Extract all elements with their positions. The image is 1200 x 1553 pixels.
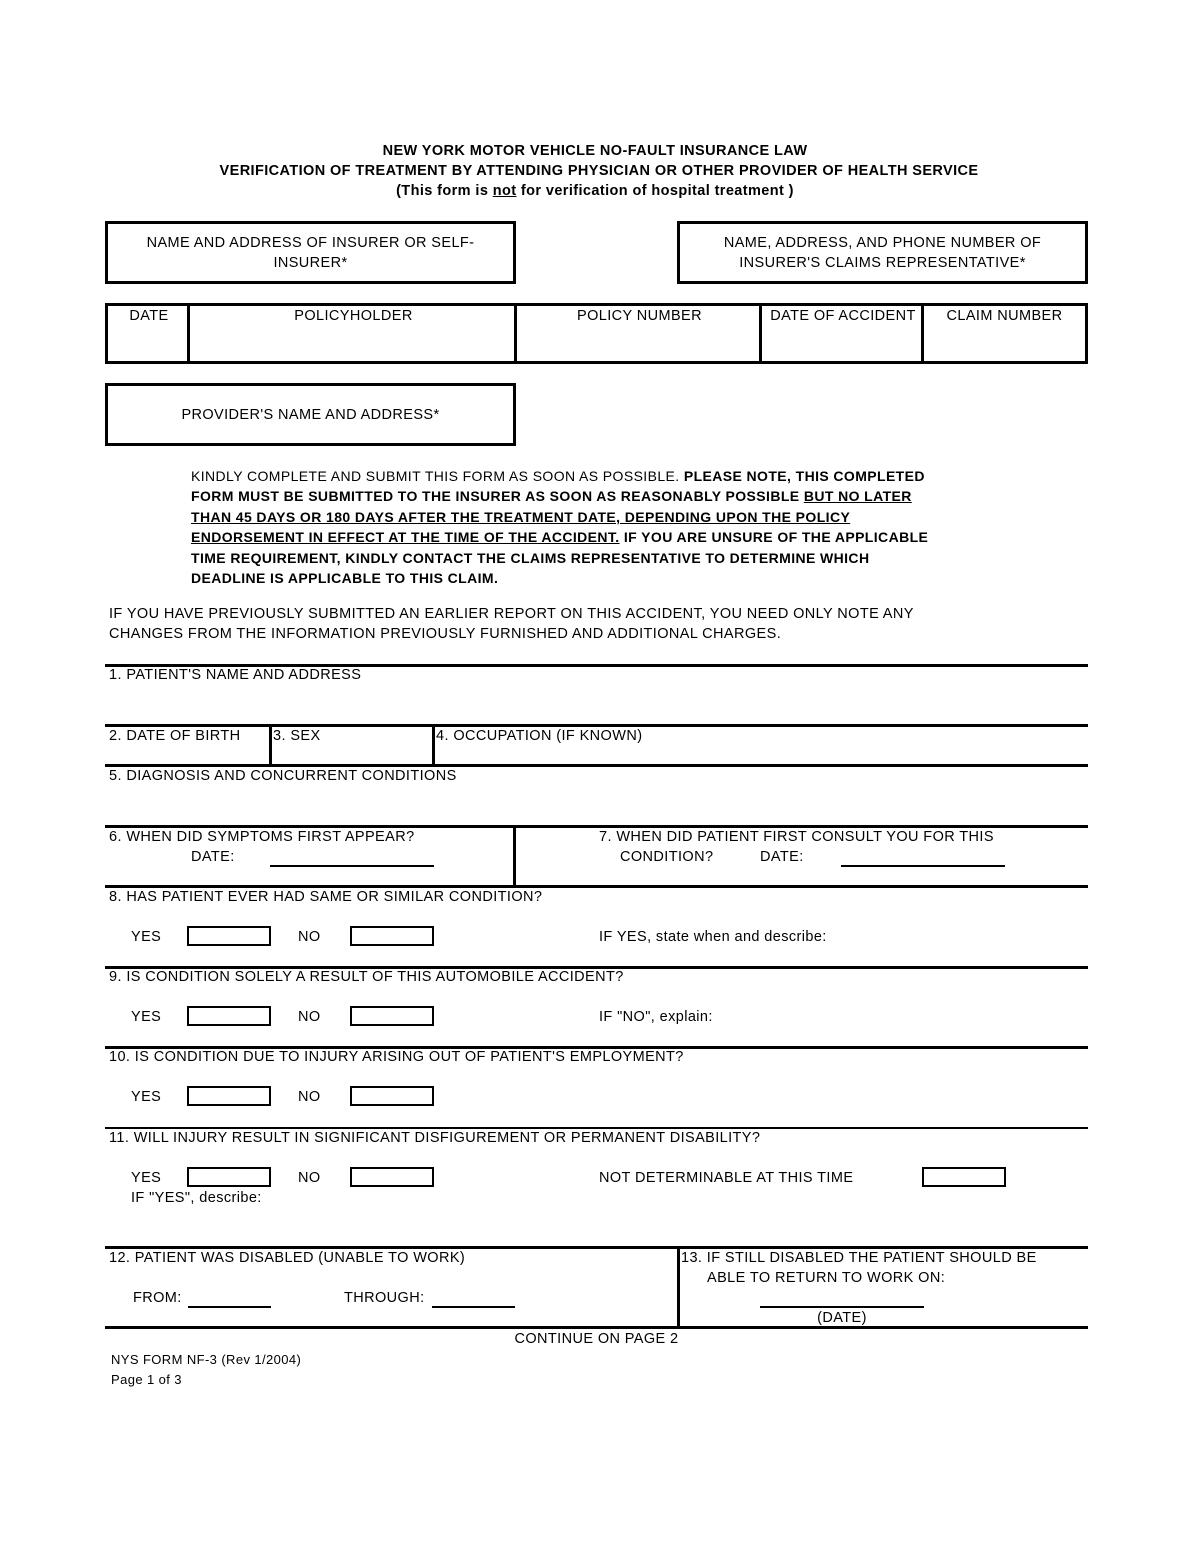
- q3-label: 3. SEX: [273, 728, 321, 744]
- q6-date-field[interactable]: [270, 865, 434, 867]
- q2-label: 2. DATE OF BIRTH: [109, 728, 241, 744]
- policyholder-cell[interactable]: [187, 303, 517, 364]
- q11-yes-label: YES: [131, 1170, 162, 1186]
- notice-line-1a: KINDLY COMPLETE AND SUBMIT THIS FORM AS SOON AS POSSIBLE.: [191, 468, 684, 484]
- date-of-accident-label: DATE OF ACCIDENT: [770, 308, 916, 324]
- notice-line-6: DEADLINE IS APPLICABLE TO THIS CLAIM.: [191, 570, 499, 586]
- q7-label-cont: CONDITION?: [620, 849, 714, 865]
- form-note-post: for verification of hospital treatment ): [516, 183, 794, 199]
- previous-report-line-2: CHANGES FROM THE INFORMATION PREVIOUSLY FURNISHED AND ADDITIONAL CHARGES.: [109, 626, 782, 642]
- notice-line-1: [191, 466, 925, 486]
- notice-line-4b: IF YOU ARE UNSURE OF THE APPLICABLE: [619, 529, 929, 545]
- divider: [677, 1246, 680, 1328]
- q6-label: 6. WHEN DID SYMPTOMS FIRST APPEAR?: [109, 829, 415, 845]
- q8-label: 8. HAS PATIENT EVER HAD SAME OR SIMILAR CONDITION?: [109, 889, 543, 905]
- policy-number-cell[interactable]: [514, 303, 762, 364]
- q10-yes-label: YES: [131, 1089, 162, 1105]
- q4-label: 4. OCCUPATION (IF KNOWN): [436, 728, 643, 744]
- divider: [432, 724, 435, 765]
- provider-box-label: PROVIDER'S NAME AND ADDRESS*: [181, 407, 440, 423]
- q11-not-determinable-label: NOT DETERMINABLE AT THIS TIME: [599, 1170, 854, 1186]
- insurer-name-address-box[interactable]: [105, 221, 516, 284]
- q12-from-label: FROM:: [133, 1290, 182, 1306]
- q10-yes-checkbox[interactable]: [187, 1086, 271, 1106]
- q7-date-label: DATE:: [760, 849, 804, 865]
- q11-not-determinable-checkbox[interactable]: [922, 1167, 1006, 1187]
- q10-label: 10. IS CONDITION DUE TO INJURY ARISING OUT OF PATIENT'S EMPLOYMENT?: [109, 1049, 684, 1065]
- notice-line-4a: ENDORSEMENT IN EFFECT AT THE TIME OF THE ACCIDENT.: [191, 529, 620, 545]
- continue-note: CONTINUE ON PAGE 2: [514, 1331, 679, 1347]
- form-number: NYS FORM NF-3 (Rev 1/2004): [111, 1352, 302, 1367]
- q12-through-label: THROUGH:: [344, 1290, 425, 1306]
- q11-yes-checkbox[interactable]: [187, 1167, 271, 1187]
- q11-if-yes-label: IF "YES", describe:: [131, 1190, 262, 1206]
- date-label: DATE: [129, 308, 169, 324]
- q1-label: 1. PATIENT'S NAME AND ADDRESS: [109, 667, 362, 683]
- q8-no-label: NO: [298, 929, 321, 945]
- q8-no-checkbox[interactable]: [350, 926, 434, 946]
- insurer-box-label-1: NAME AND ADDRESS OF INSURER OR SELF-: [146, 235, 475, 251]
- page-number: Page 1 of 3: [111, 1372, 182, 1387]
- divider: [269, 724, 272, 765]
- q9-yes-label: YES: [131, 1009, 162, 1025]
- claim-number-label: CLAIM NUMBER: [946, 308, 1063, 324]
- q11-label: 11. WILL INJURY RESULT IN SIGNIFICANT DISFIGUREMENT OR PERMANENT DISABILITY?: [109, 1130, 761, 1146]
- form-note: [0, 181, 1190, 201]
- q7-date-field[interactable]: [841, 865, 1005, 867]
- q13-label: 13. IF STILL DISABLED THE PATIENT SHOULD BE: [681, 1250, 1037, 1266]
- policy-number-label: POLICY NUMBER: [577, 308, 702, 324]
- q8-yes-checkbox[interactable]: [187, 926, 271, 946]
- q13-label-cont: ABLE TO RETURN TO WORK ON:: [707, 1270, 946, 1286]
- q8-if-yes-label: IF YES, state when and describe:: [599, 929, 827, 945]
- q11-no-checkbox[interactable]: [350, 1167, 434, 1187]
- date-cell[interactable]: [105, 303, 190, 364]
- notice-line-2a: FORM MUST BE SUBMITTED TO THE INSURER AS SOON AS REASONABLY POSSIBLE: [191, 488, 804, 504]
- notice-line-1b: PLEASE NOTE, THIS COMPLETED: [683, 468, 925, 484]
- date-of-accident-cell[interactable]: [759, 303, 924, 364]
- claim-number-cell[interactable]: [921, 303, 1088, 364]
- q12-label: 12. PATIENT WAS DISABLED (UNABLE TO WORK): [109, 1250, 466, 1266]
- q9-no-label: NO: [298, 1009, 321, 1025]
- notice-line-3: THAN 45 DAYS OR 180 DAYS AFTER THE TREATMENT DATE, DEPENDING UPON THE POLICY: [191, 509, 851, 525]
- form-note-pre: (This form is: [396, 183, 493, 199]
- q5-label: 5. DIAGNOSIS AND CONCURRENT CONDITIONS: [109, 768, 457, 784]
- q10-no-label: NO: [298, 1089, 321, 1105]
- q9-yes-checkbox[interactable]: [187, 1006, 271, 1026]
- notice-line-5: TIME REQUIREMENT, KINDLY CONTACT THE CLAIMS REPRESENTATIVE TO DETERMINE WHICH: [191, 550, 870, 566]
- q10-no-checkbox[interactable]: [350, 1086, 434, 1106]
- q9-if-no-label: IF "NO", explain:: [599, 1009, 713, 1025]
- form-note-not: not: [492, 183, 517, 199]
- q7-label: 7. WHEN DID PATIENT FIRST CONSULT YOU FOR THIS: [599, 829, 994, 845]
- provider-name-address-box[interactable]: [105, 383, 516, 446]
- q13-date-label: (DATE): [817, 1310, 867, 1326]
- divider: [513, 825, 516, 886]
- claims-rep-label-1: NAME, ADDRESS, AND PHONE NUMBER OF: [723, 235, 1042, 251]
- insurer-box-label-2: INSURER*: [273, 255, 348, 271]
- notice-line-2b: BUT NO LATER: [803, 488, 912, 504]
- q9-label: 9. IS CONDITION SOLELY A RESULT OF THIS AUTOMOBILE ACCIDENT?: [109, 969, 624, 985]
- claims-representative-box[interactable]: [677, 221, 1088, 284]
- claims-rep-label-2: INSURER'S CLAIMS REPRESENTATIVE*: [739, 255, 1026, 271]
- form-title: NEW YORK MOTOR VEHICLE NO-FAULT INSURANCE LAW: [382, 143, 808, 159]
- q9-no-checkbox[interactable]: [350, 1006, 434, 1026]
- previous-report-line-1: IF YOU HAVE PREVIOUSLY SUBMITTED AN EARLIER REPORT ON THIS ACCIDENT, YOU NEED ONLY NOTE ANY: [109, 606, 914, 622]
- notice-line-4: [191, 527, 928, 547]
- q12-from-field[interactable]: [188, 1306, 271, 1308]
- q8-yes-label: YES: [131, 929, 162, 945]
- q12-through-field[interactable]: [432, 1306, 515, 1308]
- q6-date-label: DATE:: [191, 849, 235, 865]
- policyholder-label: POLICYHOLDER: [294, 308, 413, 324]
- q11-no-label: NO: [298, 1170, 321, 1186]
- form-subtitle: VERIFICATION OF TREATMENT BY ATTENDING PHYSICIAN OR OTHER PROVIDER OF HEALTH SERVICE: [219, 163, 979, 179]
- notice-line-2: [191, 486, 912, 506]
